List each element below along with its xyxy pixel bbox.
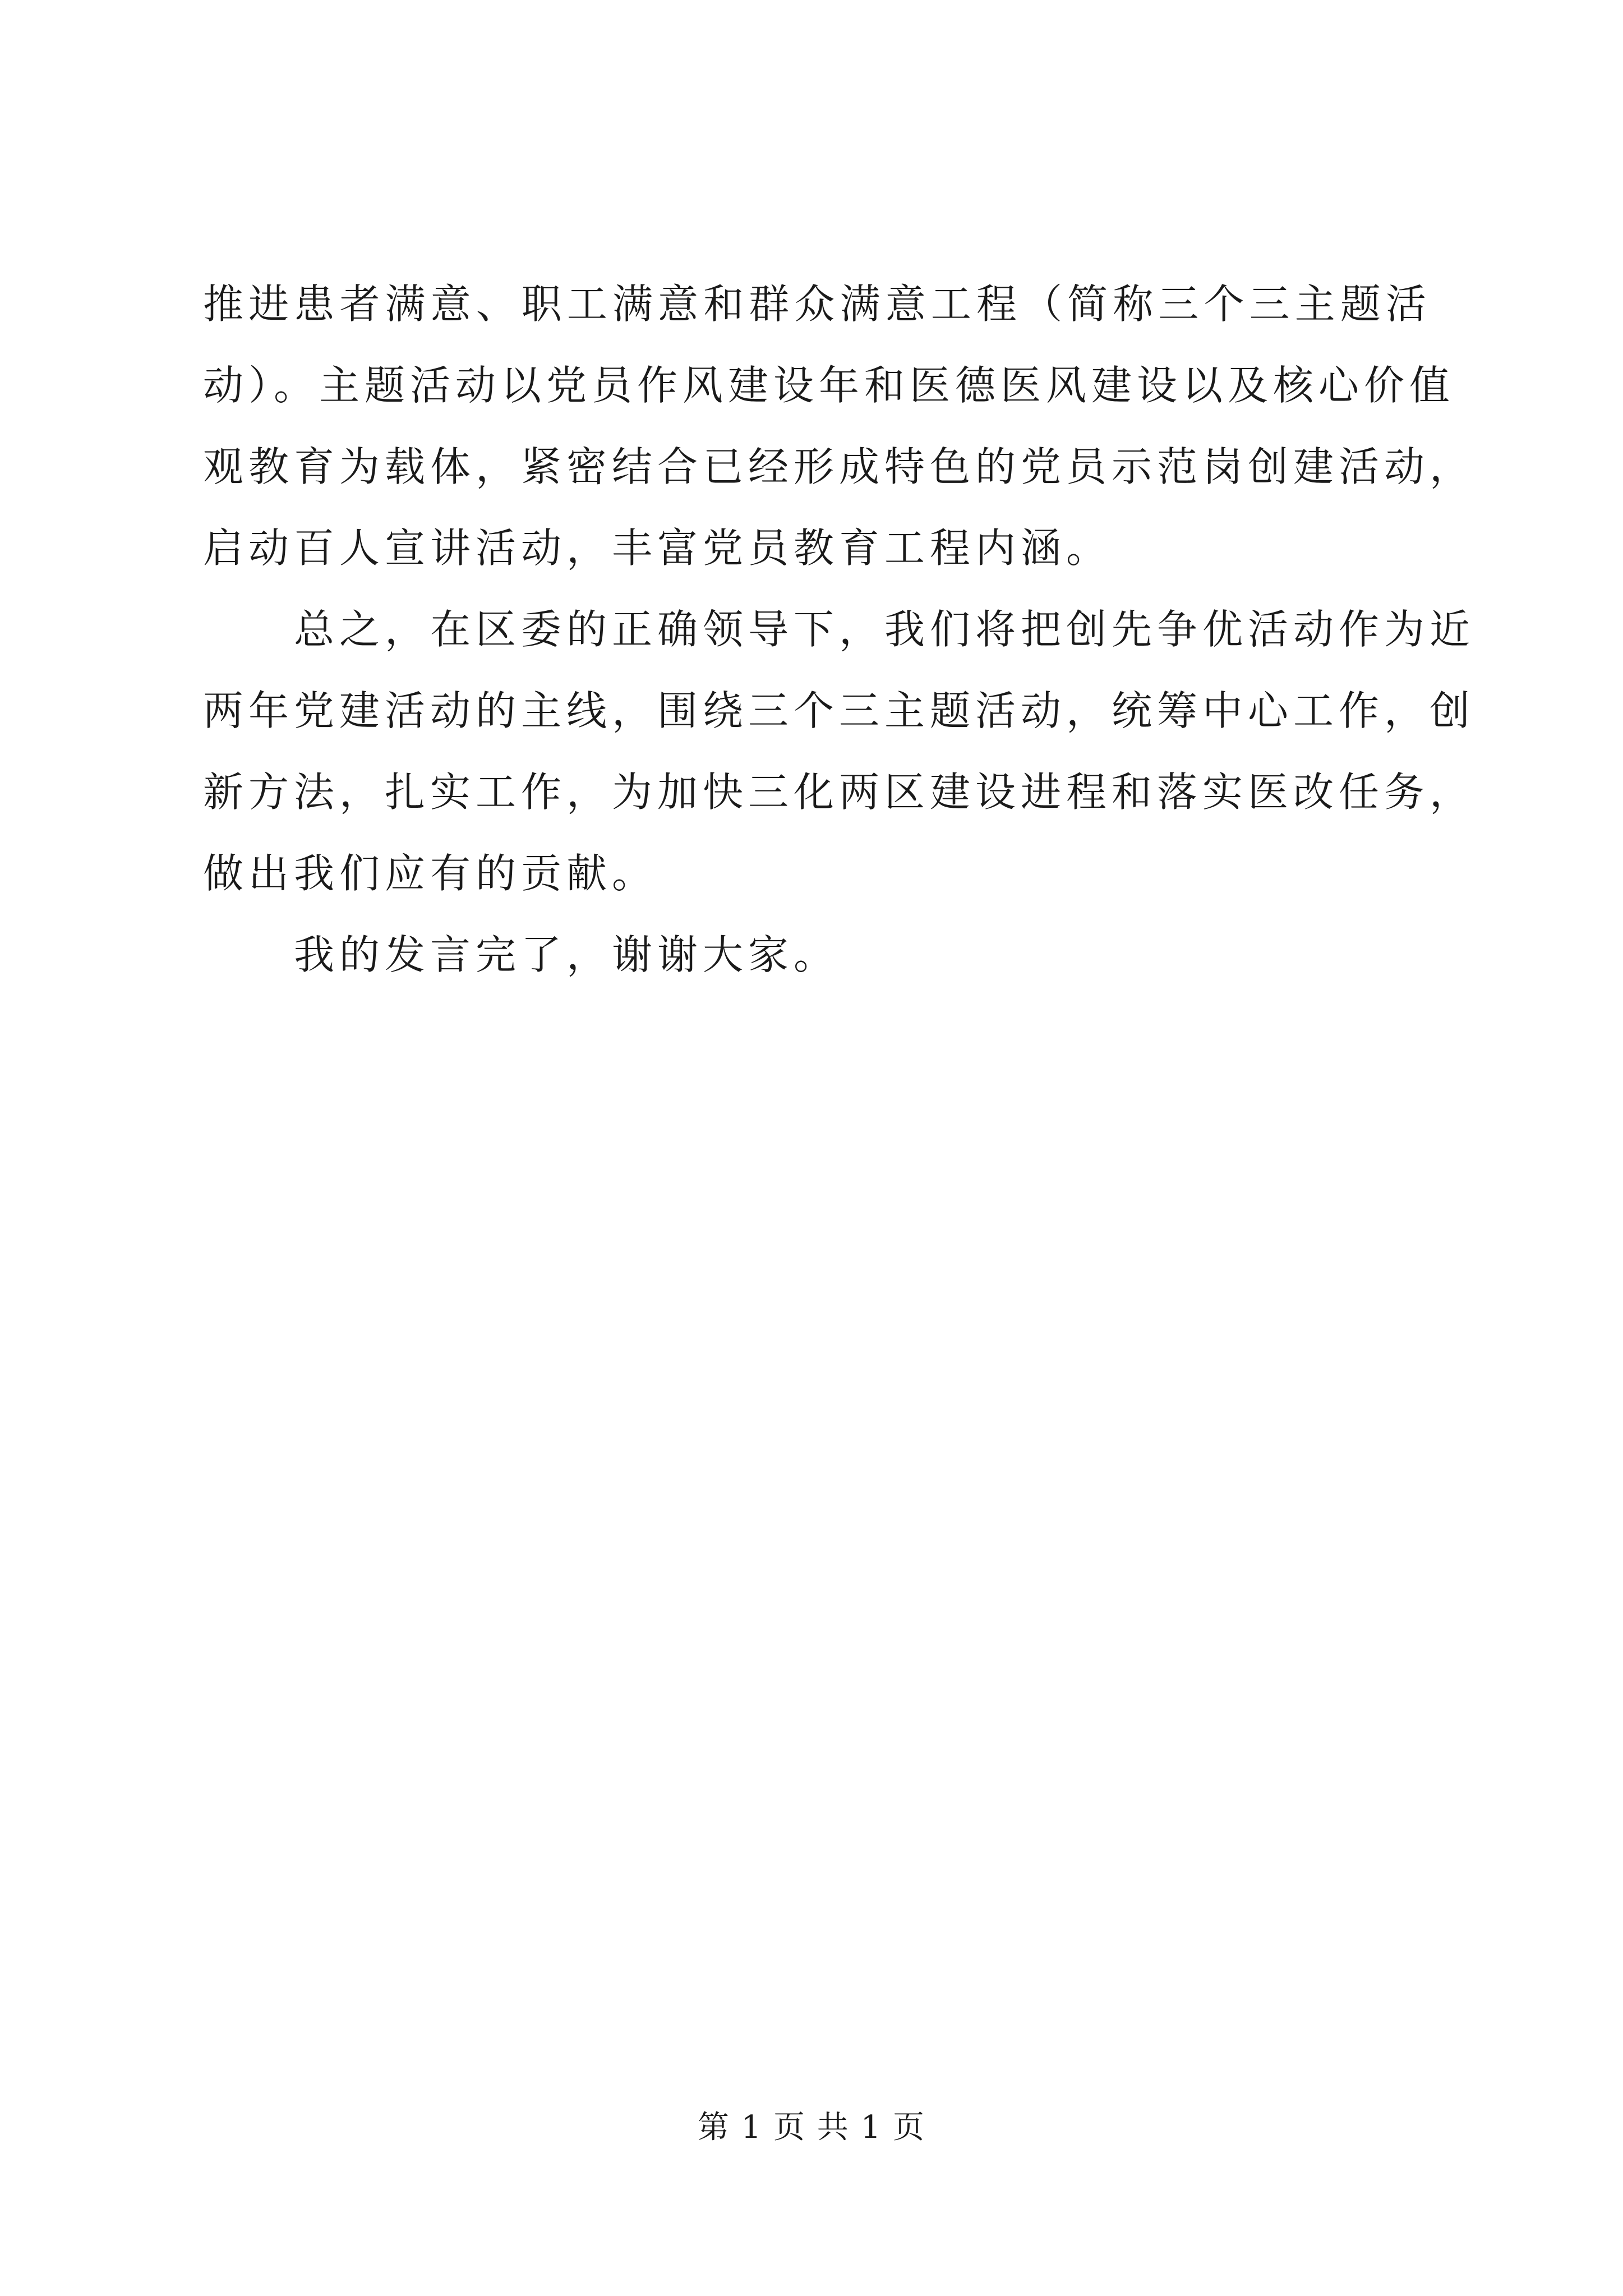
document-body	[203, 264, 1476, 996]
text-line: 观教育为载体，紧密结合已经形成特色的党员示范岗创建活动，	[203, 443, 1476, 490]
text-line: 我的发言完了，谢谢大家。	[294, 931, 840, 978]
text-line: 推进患者满意、职工满意和群众满意工程（简称三个三主题活	[203, 280, 1431, 328]
text-line: 动）。主题活动以党员作风建设年和医德医风建设以及核心价值	[203, 362, 1455, 409]
text-line: 做出我们应有的贡献。	[203, 850, 658, 897]
page-number-footer: 第 1 页 共 1 页	[697, 2109, 926, 2146]
paragraph-summary	[203, 589, 1476, 914]
text-line: 新方法，扎实工作，为加快三化两区建设进程和落实医改任务，	[203, 769, 1476, 816]
paragraph-continuation	[203, 264, 1476, 589]
text-line: 启动百人宣讲活动，丰富党员教育工程内涵。	[203, 524, 1112, 572]
paragraph-closing	[203, 914, 1431, 996]
text-line: 总之，在区委的正确领导下，我们将把创先争优活动作为近	[294, 606, 1476, 653]
text-line: 两年党建活动的主线，围绕三个三主题活动，统筹中心工作，创	[203, 687, 1476, 734]
